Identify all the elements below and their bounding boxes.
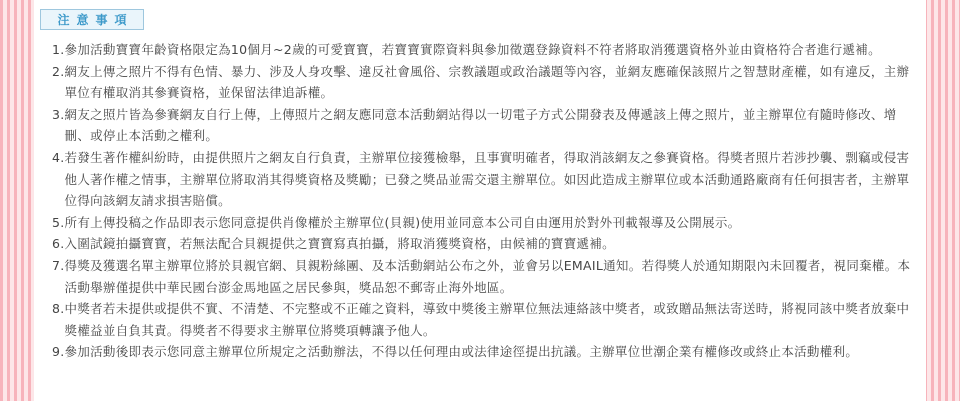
rule-item-2	[52, 61, 920, 104]
notice-title: 注意事項	[57, 13, 134, 27]
notice-title-tag	[40, 9, 144, 30]
rule-item-4	[52, 147, 920, 212]
rule-number: 8.	[52, 301, 65, 317]
rule-number: 5.	[52, 214, 65, 230]
rule-number: 9.	[52, 344, 65, 360]
notice-panel	[34, 0, 926, 401]
rule-text: 得獎及獲選名單主辦單位將於貝親官網、貝親粉絲團、及本活動網站公布之外，並會另以EMAIL通知。若得獎人於通知期限內未回覆者，視同棄權。本活動舉辦僅提供中華民國台澎金馬地區之居民參與，獎品恕不郵寄止海外地區。	[64, 257, 911, 295]
rule-text: 網友之照片皆為參賽網友自行上傳，上傳照片之網友應同意本活動網站得以一切電子方式公開發表及傳遞該上傳之照片，並主辦單位有隨時修改、增刪、或停止本活動之權利。	[64, 106, 897, 144]
rule-text: 中獎者若未提供或提供不實、不清楚、不完整或不正確之資料，導致中獎後主辦單位無法連絡該中獎者，或致贈品無法寄送時，將視同該中獎者放棄中獎權益並自負其責。得獎者不得要求主辦單位將獎項轉讓予他人。	[64, 301, 910, 338]
rule-item-6	[52, 233, 920, 255]
rule-item-7	[52, 255, 920, 298]
rule-number: 7.	[52, 257, 65, 273]
rules-list	[52, 39, 920, 363]
rule-text: 參加活動後即表示您同意主辦單位所規定之活動辦法，不得以任何理由或法律途徑提出抗議。主辦單位世潮企業有權修改或終止本活動權利。	[64, 344, 859, 360]
rule-text: 網友上傳之照片不得有色情、暴力、涉及人身攻擊、違反社會風俗、宗教議題或政治議題等內容，並網友應確保該照片之智慧財產權，如有違反，主辦單位有權取消其參賽資格，並保留法律追訴權。	[64, 63, 910, 101]
rule-number: 4.	[52, 149, 65, 165]
rule-item-9	[52, 341, 920, 363]
rule-text: 若發生著作權糾紛時，由提供照片之網友自行負責，主辦單位接獲檢舉，且事實明確者，得取消該網友之參賽資格。得獎者照片若涉抄襲、剽竊或侵害他人著作權之情事，主辦單位將取消其得獎資格及獎勵；已發之獎品並需交還主辦單位。如因此造成主辦單位或本活動通路廠商有任何損害者，主辦單位得向該網友請求損害賠償。	[64, 149, 910, 209]
rule-item-8	[52, 298, 920, 341]
rule-text: 所有上傳投稿之作品即表示您同意提供肖像權於主辦單位(貝親)使用並同意本公司自由運用於對外刊載報導及公開展示。	[64, 214, 741, 230]
rule-text: 入圍試鏡拍攝寶寶，若無法配合貝親提供之寶寶寫真拍攝，將取消獲獎資格，由候補的寶寶遞補。	[64, 236, 615, 252]
rule-item-5	[52, 212, 920, 234]
rule-number: 1.	[52, 42, 65, 57]
rule-number: 3.	[52, 106, 65, 122]
rule-text: 參加活動寶寶年齡資格限定為10個月~2歲的可愛寶寶，若寶寶實際資料與參加徵選登錄資料不符者將取消獲選資格外並由資格符合者進行遞補。	[64, 42, 881, 57]
rule-number: 6.	[52, 236, 65, 252]
rule-item-3	[52, 104, 920, 147]
rule-number: 2.	[52, 63, 65, 79]
rule-item-1	[52, 39, 920, 61]
